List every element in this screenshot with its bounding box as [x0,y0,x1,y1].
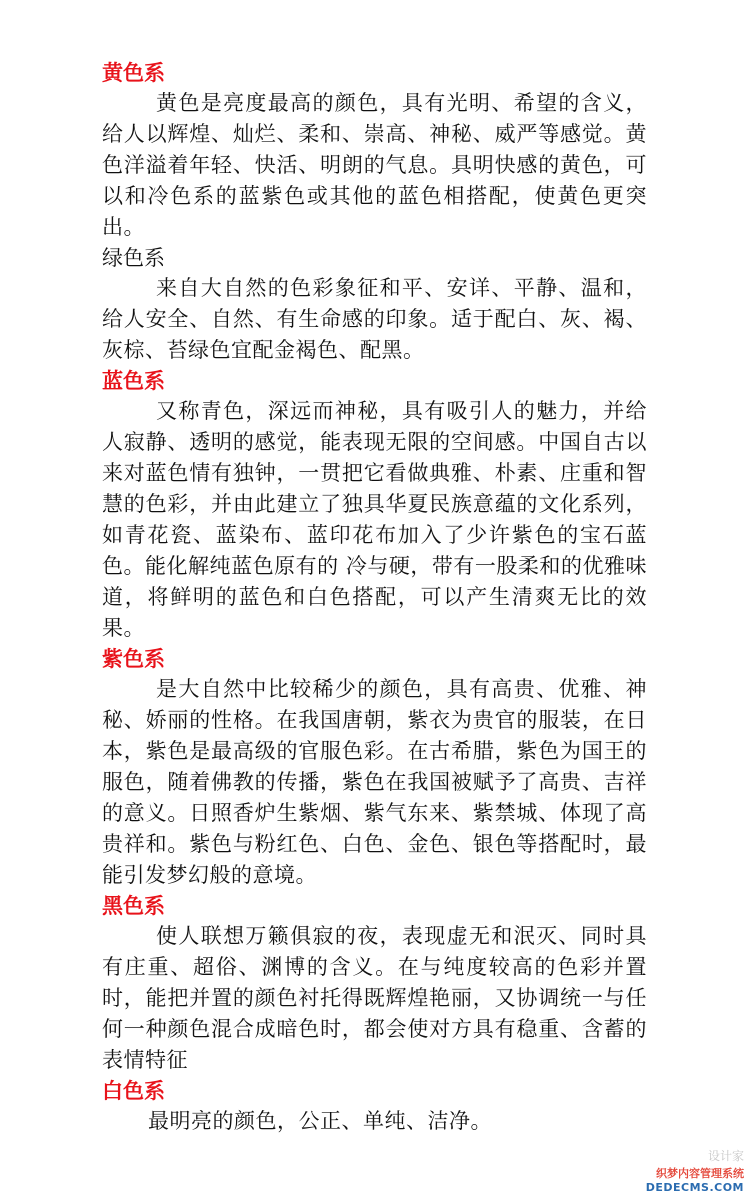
section-paragraph-green: 来自大自然的色彩象征和平、安详、平静、温和，给人安全、自然、有生命感的印象。适于配白、灰、褐、灰棕、苔绿色宜配金褐色、配黑。 [102,276,647,362]
section-paragraph-yellow: 黄色是亮度最高的颜色，具有光明、希望的含义，给人以辉煌、灿烂、柔和、崇高、神秘、威严等感觉。黄色洋溢着年轻、快活、明朗的气息。具明快感的黄色，可以和冷色系的蓝紫色或其他的蓝色相搭配，使黄色更突出。 [102,91,647,239]
section-heading-purple: 紫色系 [102,647,165,671]
site-watermark [644,1147,744,1194]
section-heading-white: 白色系 [102,1079,165,1103]
watermark-logo-text: 设计家 [707,1149,744,1163]
section-heading-black: 黑色系 [102,894,165,918]
section-heading-green: 绿色系 [102,246,165,270]
section-paragraph-white: 最明亮的颜色，公正、单纯、洁净。 [148,1109,492,1133]
section-paragraph-black: 使人联想万籁俱寂的夜，表现虚无和泯灭、同时具有庄重、超俗、渊博的含义。在与纯度较高的色彩并置时，能把并置的颜色衬托得既辉煌艳丽，又协调统一与任何一种颜色混合成暗色时，都会使对方具有稳重、含蓄的表情特征 [102,924,647,1072]
watermark-domain: DEDECMS.COM [645,1181,744,1194]
section-heading-blue: 蓝色系 [102,369,165,393]
section-paragraph-blue: 又称青色，深远而神秘，具有吸引人的魅力，并给人寂静、透明的感觉，能表现无限的空间感。中国自古以来对蓝色情有独钟，一贯把它看做典雅、朴素、庄重和智慧的色彩，并由此建立了独具华夏民族意蕴的文化系列，如青花瓷、蓝染布、蓝印花布加入了少许紫色的宝石蓝色。能化解纯蓝色原有的 冷与硬，带有一股柔和的优雅味道，将鲜明的蓝色和白色搭配，可以产生清爽无比的效果。 [102,399,647,640]
article-body [102,58,647,1137]
section-paragraph-purple: 是大自然中比较稀少的颜色，具有高贵、优雅、神秘、娇丽的性格。在我国唐朝，紫衣为贵官的服装，在日本，紫色是最高级的官服色彩。在古希腊，紫色为国王的服色，随着佛教的传播，紫色在我国被赋予了高贵、吉祥的意义。日照香炉生紫烟、紫气东来、紫禁城、体现了高贵祥和。紫色与粉红色、白色、金色、银色等搭配时，最能引发梦幻般的意境。 [102,677,647,887]
watermark-site-name: 织梦内容管理系统 [656,1167,744,1180]
section-heading-yellow: 黄色系 [102,61,165,85]
